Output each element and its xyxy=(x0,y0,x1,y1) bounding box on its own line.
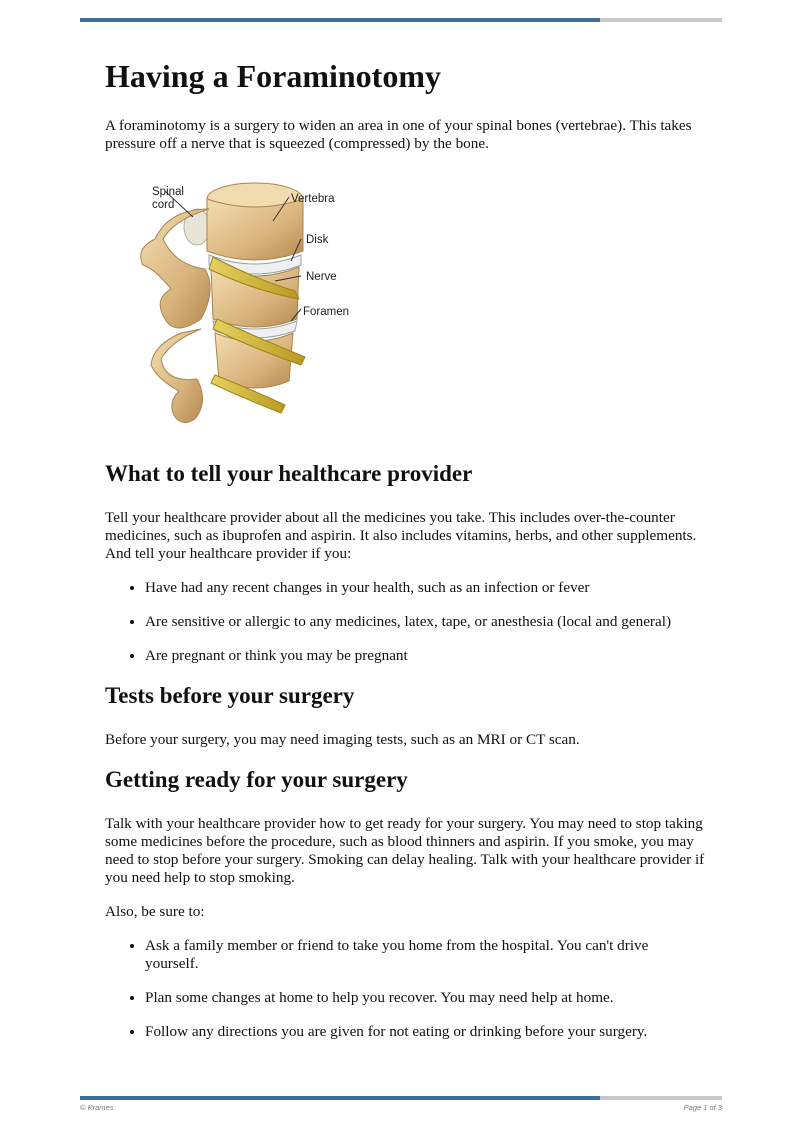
section-paragraph: Before your surgery, you may need imaging tests, such as an MRI or CT scan. xyxy=(105,731,580,748)
bottom-rule xyxy=(80,1096,722,1100)
page-title: Having a Foraminotomy xyxy=(105,58,441,94)
spine-illustration xyxy=(105,169,405,429)
label-nerve: Nerve xyxy=(306,271,337,283)
intro-paragraph: A foraminotomy is a surgery to widen an area in one of your spinal bones (vertebrae). This takes pressure off a nerve that is squeezed (compressed) by the bone. xyxy=(105,117,692,152)
document-body xyxy=(105,56,705,1057)
section-paragraph: Also, be sure to: xyxy=(105,903,205,920)
label-foramen: Foramen xyxy=(303,306,350,318)
label-disk: Disk xyxy=(306,234,329,246)
section-paragraph: Talk with your healthcare provider how to get ready for your surgery. You may need to stop taking some medicines before the procedure, such as blood thinners and aspirin. If you smoke, you may need to stop before your surgery. Smoking can delay healing. Talk with your healthcare provider if you need help to stop smoking. xyxy=(105,815,705,886)
section-heading-tell-provider: What to tell your healthcare provider xyxy=(105,461,473,486)
bullet-list xyxy=(105,937,705,1041)
top-rule xyxy=(80,18,722,22)
section-heading-getting-ready: Getting ready for your surgery xyxy=(105,767,408,792)
label-spinal-cord-1: Spinal xyxy=(152,186,184,198)
footer-copyright: © Krames xyxy=(80,1103,114,1112)
section-heading-tests: Tests before your surgery xyxy=(105,683,355,708)
list-item: • Ask a family member or friend to take you home from the hospital. You can't drive yourself. xyxy=(145,937,705,973)
section-paragraph: Tell your healthcare provider about all the medicines you take. This includes over-the-counter medicines, such as ibuprofen and aspirin. It also includes vitamins, herbs, and other supplements. And tell your healthcare provider if you: xyxy=(105,509,697,562)
list-item: • Follow any directions you are given for not eating or drinking before your surgery. xyxy=(145,1023,705,1041)
footer-page-number: Page 1 of 3 xyxy=(683,1103,722,1112)
list-item: • Have had any recent changes in your health, such as an infection or fever xyxy=(145,579,705,597)
label-spinal-cord-2: cord xyxy=(152,199,175,211)
list-item: • Plan some changes at home to help you recover. You may need help at home. xyxy=(145,989,705,1007)
bullet-list xyxy=(105,579,705,665)
label-vertebra: Vertebra xyxy=(291,193,335,205)
list-item: • Are pregnant or think you may be pregnant xyxy=(145,647,705,665)
list-item: • Are sensitive or allergic to any medicines, latex, tape, or anesthesia (local and general) xyxy=(145,613,705,631)
